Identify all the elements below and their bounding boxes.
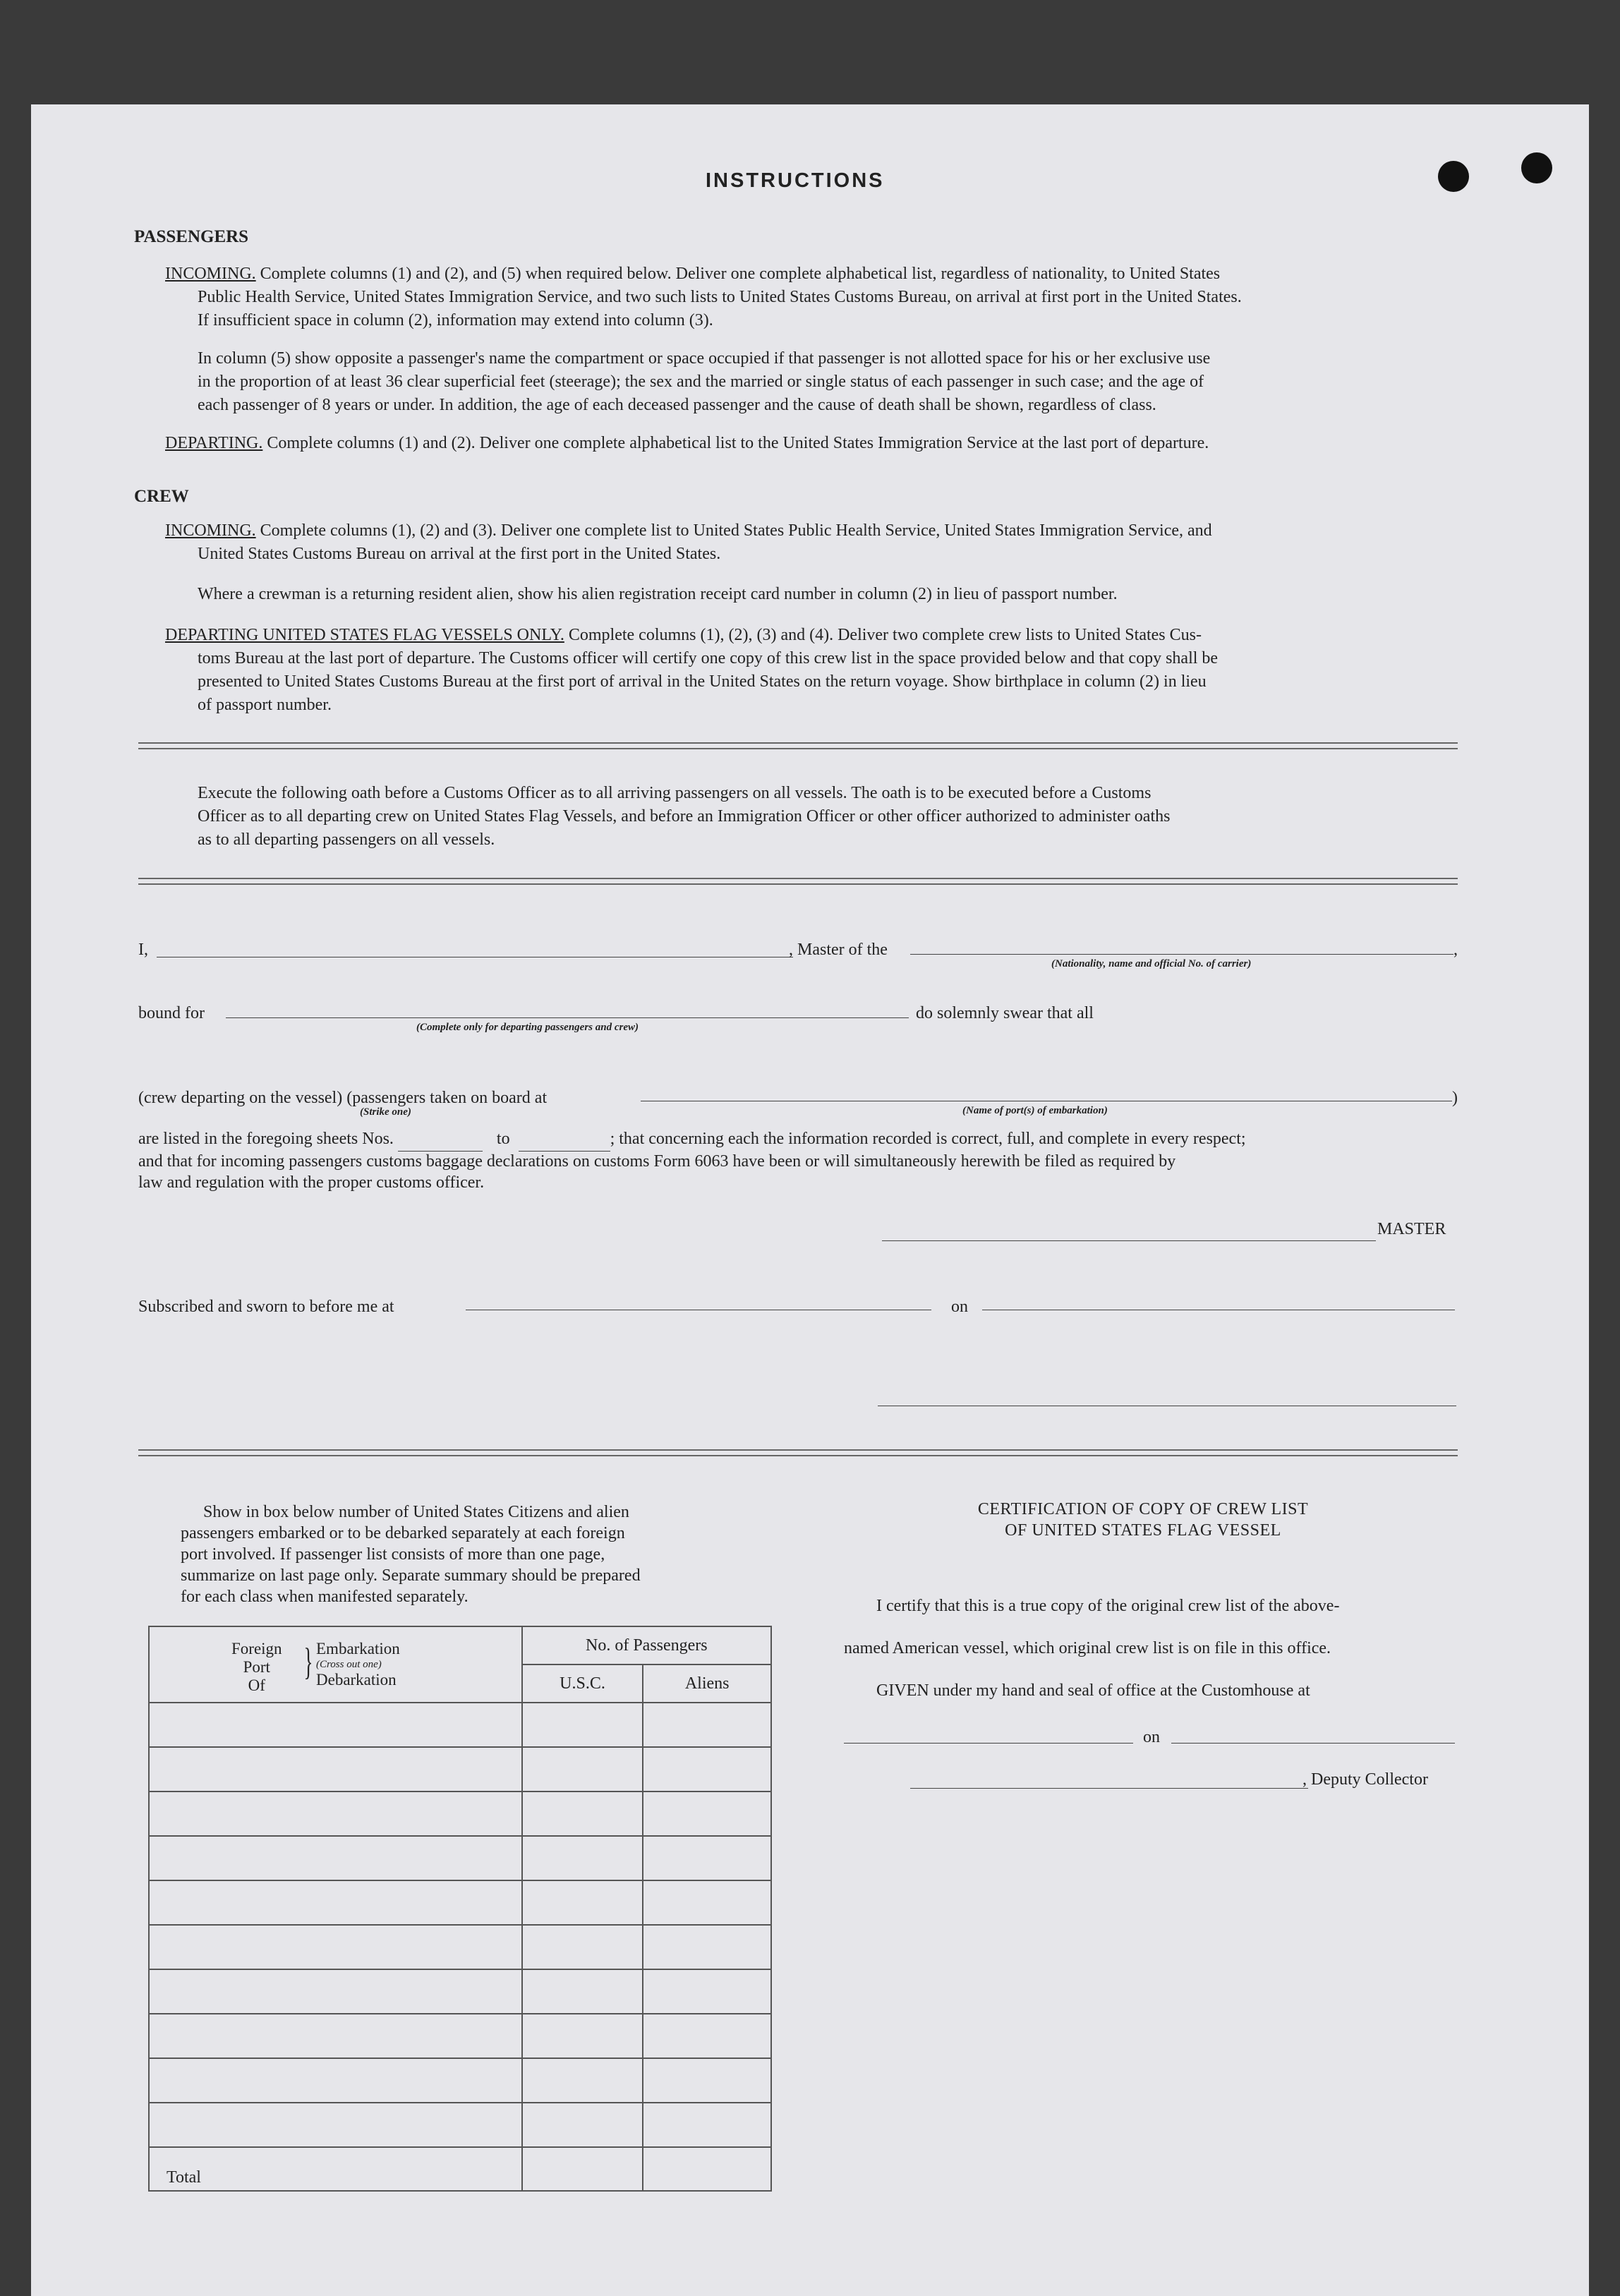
bound-for-label: bound for: [138, 1004, 205, 1022]
bound-for-field[interactable]: [226, 1017, 909, 1018]
usc-cell[interactable]: [522, 1880, 643, 1925]
table-row: [149, 2014, 771, 2058]
table-row: [149, 1836, 771, 1880]
total-usc-cell[interactable]: [522, 2147, 643, 2191]
aliens-header: Aliens: [643, 1664, 771, 1703]
table-row: [149, 1880, 771, 1925]
col-debarkation: Debarkation: [316, 1671, 397, 1688]
swear-label: do solemnly swear that all: [916, 1004, 1094, 1022]
passengers-incoming-line-1: Complete columns (1) and (2), and (5) when required below. Deliver one complete alphabetical list, regardless of nationality, to United States: [260, 265, 1221, 283]
sheet-from-field[interactable]: [398, 1128, 483, 1152]
oath-instruction-line-1: Execute the following oath before a Customs Officer as to all arriving passengers on all vessels. The oath is to be executed before a Customs: [198, 784, 1151, 802]
usc-cell[interactable]: [522, 2014, 643, 2058]
col-of: Of: [248, 1676, 265, 1694]
oath-instruction-line-3: as to all departing passengers on all vessels.: [198, 830, 495, 849]
port-cell[interactable]: [149, 2014, 522, 2058]
cert-date-field[interactable]: [1171, 1743, 1455, 1744]
bound-for-caption: (Complete only for departing passengers and crew): [416, 1022, 639, 1033]
table-row: [149, 2103, 771, 2147]
given-line: GIVEN under my hand and seal of office at the Customhouse at: [876, 1681, 1310, 1700]
summary-instruction-block: [181, 1502, 745, 1607]
aliens-cell[interactable]: [643, 1703, 771, 1747]
port-cell[interactable]: [149, 1792, 522, 1836]
passengers-heading: PASSENGERS: [134, 227, 249, 246]
baggage-line: and that for incoming passengers customs baggage declarations on customs Form 6063 have been or will simultaneously herewith be filed as required by: [138, 1152, 1176, 1171]
usc-cell[interactable]: [522, 2103, 643, 2147]
passengers-incoming-line-2: Public Health Service, United States Immigration Service, and two such lists to United States Customs Bureau, on arrival at first port in the United States.: [198, 288, 1242, 306]
usc-cell[interactable]: [522, 1703, 643, 1747]
passengers-departing-text: Complete columns (1) and (2). Deliver one complete alphabetical list to the United States Immigration Service at the last port of departure.: [267, 434, 1209, 452]
column5-line-3: each passenger of 8 years or under. In addition, the age of each deceased passenger and the cause of death shall be shown, regardless of class.: [198, 396, 1156, 414]
oath-i-label: I,: [138, 941, 148, 959]
aliens-cell[interactable]: [643, 1792, 771, 1836]
passenger-summary-table: [148, 1626, 772, 2192]
summary-instruction-line-2: passengers embarked or to be debarked separately at each foreign: [181, 1524, 625, 1542]
crew-resident-alien: Where a crewman is a returning resident alien, show his alien registration receipt card number in column (2) in lieu of passport number.: [198, 585, 1118, 603]
law-line: law and regulation with the proper customs officer.: [138, 1173, 485, 1192]
master-label: MASTER: [1377, 1220, 1446, 1238]
crew-departing-line-2: toms Bureau at the last port of departure. The Customs officer will certify one copy of this crew list in the space provided below and that copy shall be: [198, 649, 1219, 667]
strike-one-caption: (Strike one): [360, 1106, 411, 1118]
crew-incoming-line-1: Complete columns (1), (2) and (3). Deliver one complete list to United States Public Health Service, United States Immigration Service, and: [260, 521, 1212, 540]
page-title: INSTRUCTIONS: [706, 169, 885, 192]
port-field-paren: ): [1452, 1089, 1458, 1107]
carrier-field-comma: ,: [1453, 941, 1458, 959]
col-foreign: Foreign: [231, 1640, 282, 1657]
master-of-the-label: , Master of the: [789, 941, 888, 959]
port-cell[interactable]: [149, 1747, 522, 1792]
cert-on-label: on: [1143, 1728, 1160, 1746]
aliens-cell[interactable]: [643, 2014, 771, 2058]
crew-heading: CREW: [134, 487, 189, 506]
aliens-cell[interactable]: [643, 2058, 771, 2103]
table-row: [149, 1925, 771, 1969]
crew-incoming-label: INCOMING.: [165, 521, 256, 540]
crew-departing-line-4: of passport number.: [198, 696, 332, 714]
aliens-cell[interactable]: [643, 1747, 771, 1792]
certify-line-1: I certify that this is a true copy of the original crew list of the above-: [876, 1597, 1340, 1615]
table-row: [149, 1969, 771, 2014]
divider-2: [138, 878, 1458, 885]
crew-departing-line-1: Complete columns (1), (2), (3) and (4). Deliver two complete crew lists to United States Cus-: [568, 626, 1202, 644]
to-label: to: [496, 1130, 510, 1148]
aliens-cell[interactable]: [643, 1836, 771, 1880]
crew-incoming-line-2: United States Customs Bureau on arrival at the first port in the United States.: [198, 545, 721, 563]
oath-instruction-block: [198, 782, 1453, 852]
master-signature-field[interactable]: [882, 1240, 1376, 1241]
divider-3: [138, 1449, 1458, 1456]
crew-passengers-label: (crew departing on the vessel) (passengers taken on board at: [138, 1089, 548, 1107]
divider-1: [138, 742, 1458, 749]
crew-departing-block: [165, 624, 1456, 717]
table-row: [149, 1792, 771, 1836]
usc-cell[interactable]: [522, 1969, 643, 2014]
summary-instruction-line-1: Show in box below number of United States Citizens and alien: [203, 1503, 629, 1521]
port-header-cell: [149, 1626, 522, 1703]
aliens-cell[interactable]: [643, 2103, 771, 2147]
usc-header: U.S.C.: [522, 1664, 643, 1703]
certification-title: [833, 1499, 1453, 1541]
summary-instruction-line-5: for each class when manifested separately.: [181, 1588, 469, 1606]
carrier-field[interactable]: [910, 954, 1453, 955]
port-cell[interactable]: [149, 1925, 522, 1969]
subscribed-on-label: on: [951, 1298, 968, 1316]
usc-cell[interactable]: [522, 1836, 643, 1880]
column5-line-1: In column (5) show opposite a passenger's name the compartment or space occupied if that passenger is not allotted space for his or her exclusive use: [198, 349, 1211, 368]
passengers-departing-line: [165, 432, 1209, 455]
usc-cell[interactable]: [522, 1925, 643, 1969]
table-row: [149, 1747, 771, 1792]
port-cell[interactable]: [149, 2103, 522, 2147]
aliens-cell[interactable]: [643, 1880, 771, 1925]
certification-title-line-2: OF UNITED STATES FLAG VESSEL: [1005, 1521, 1281, 1540]
passengers-column5-block: [198, 347, 1461, 417]
brace-icon: }: [303, 1641, 313, 1683]
passengers-incoming-line-3: If insufficient space in column (2), information may extend into column (3).: [198, 311, 713, 330]
summary-instruction-line-3: port involved. If passenger list consists of more than one page,: [181, 1545, 605, 1564]
usc-cell[interactable]: [522, 1747, 643, 1792]
usc-cell[interactable]: [522, 2058, 643, 2103]
deputy-collector-label: , Deputy Collector: [1302, 1770, 1428, 1789]
total-aliens-cell[interactable]: [643, 2147, 771, 2191]
port-caption: (Name of port(s) of embarkation): [962, 1105, 1108, 1116]
summary-instruction-line-4: summarize on last page only. Separate summary should be prepared: [181, 1566, 641, 1585]
aliens-cell[interactable]: [643, 1969, 771, 2014]
col-port: Port: [243, 1658, 270, 1676]
deputy-signature-field[interactable]: [910, 1788, 1308, 1789]
crew-departing-label: DEPARTING UNITED STATES FLAG VESSELS ONLY.: [165, 626, 564, 644]
col-embarkation: Embarkation: [316, 1640, 400, 1657]
port-cell[interactable]: [149, 1880, 522, 1925]
port-cell[interactable]: [149, 1836, 522, 1880]
listed-rest: ; that concerning each the information recorded is correct, full, and complete in every respect;: [610, 1130, 1246, 1148]
listed-in-label: are listed in the foregoing sheets Nos.: [138, 1130, 394, 1148]
no-passengers-header: No. of Passengers: [522, 1626, 771, 1664]
total-row: [149, 2147, 771, 2191]
customhouse-field[interactable]: [844, 1743, 1133, 1744]
listed-in-line: [138, 1128, 1246, 1152]
sheet-to-field[interactable]: [519, 1128, 610, 1152]
column5-line-2: in the proportion of at least 36 clear superficial feet (steerage); the sex and the married or single status of each passenger in such case; and the age of: [198, 373, 1204, 391]
table-row: [149, 2058, 771, 2103]
usc-cell[interactable]: [522, 1792, 643, 1836]
table-row: [149, 1703, 771, 1747]
subscribed-label: Subscribed and sworn to before me at: [138, 1298, 394, 1316]
passengers-departing-label: DEPARTING.: [165, 434, 263, 452]
oath-instruction-line-2: Officer as to all departing crew on United States Flag Vessels, and before an Immigration Officer or other officer authorized to administer oaths: [198, 807, 1171, 826]
punch-hole-left: [1438, 161, 1469, 192]
port-cell[interactable]: [149, 1703, 522, 1747]
port-cell[interactable]: [149, 2058, 522, 2103]
certification-title-line-1: CERTIFICATION OF COPY OF CREW LIST: [977, 1500, 1309, 1518]
aliens-cell[interactable]: [643, 1925, 771, 1969]
passengers-incoming-block: [165, 262, 1456, 332]
passengers-incoming-label: INCOMING.: [165, 265, 256, 283]
total-label: Total: [149, 2147, 522, 2191]
col-cross-out: (Cross out one): [316, 1659, 382, 1670]
crew-departing-line-3: presented to United States Customs Bureau at the first port of arrival in the United States on the return voyage. Show birthplace in column (2) in lieu: [198, 672, 1207, 691]
certify-line-2: named American vessel, which original crew list is on file in this office.: [844, 1639, 1331, 1657]
punch-hole-right: [1521, 152, 1552, 183]
carrier-caption: (Nationality, name and official No. of carrier): [1051, 958, 1252, 969]
port-cell[interactable]: [149, 1969, 522, 2014]
crew-incoming-block: [165, 519, 1456, 566]
